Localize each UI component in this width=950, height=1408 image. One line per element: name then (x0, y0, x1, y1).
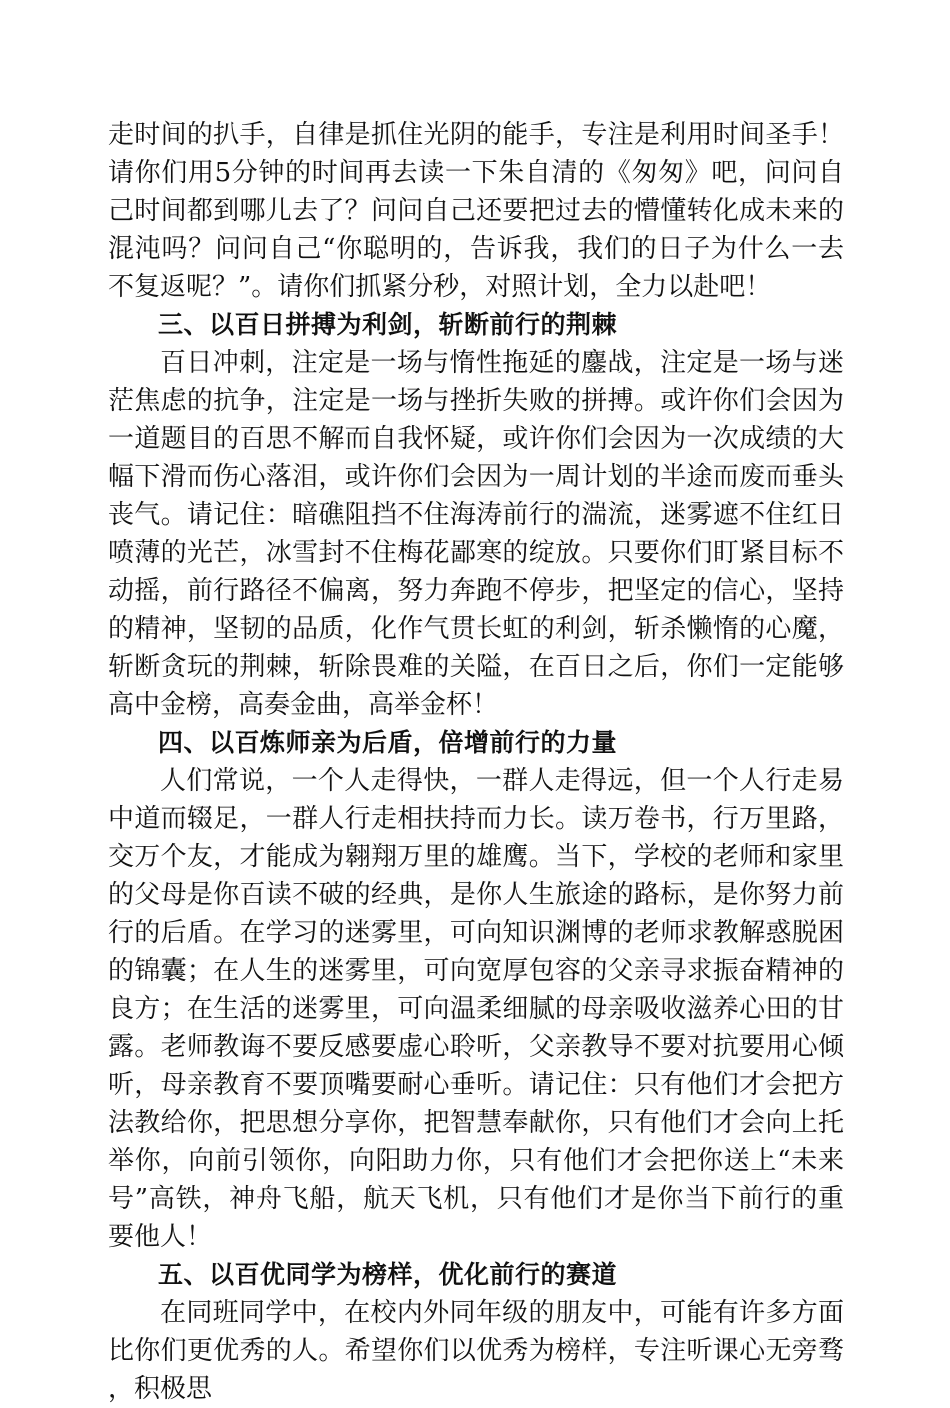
section-heading-four: 四、以百炼师亲为后盾，倍增前行的力量 (158, 728, 618, 757)
paragraph-teachers-parents: 人们常说，一个人走得快，一群人走得远，但一个人行走易中道而辍足，一群人行走相扶持而力长。读万卷书，行万里路，交万个友，才能成为翱翔万里的雄鹰。当下，学校的老师和家里的父母是你百读不破的经典，是你人生旅途的路标，是你努力前行的后盾。在学习的迷雾里，可向知识渊博的老师求教解惑脱困的锦囊；在人生的迷雾里，可向宽厚包容的父亲寻求振奋精神的良方；在生活的迷雾里，可向温柔细腻的母亲吸收滋养心田的甘露。老师教诲不要反感要虚心聆听，父亲教导不要对抗要用心倾听，母亲教育不要顶嘴要耐心垂听。请记住：只有他们才会把方法教给你，把思想分享你，把智慧奉献你，只有他们才会向上托举你，向前引领你，向阳助力你，只有他们才会把你送上“未来号”高铁，神舟飞船，航天飞机，只有他们才是你当下前行的重要他人！ (108, 766, 844, 1252)
paragraph-time-management: 走时间的扒手，自律是抓住光阴的能手，专注是利用时间圣手！请你们用5分钟的时间再去读一下朱自清的《匆匆》吧，问问自己时间都到哪儿去了？问问自己还要把过去的懵懂转化成未来的混沌吗？问问自己“你聪明的，告诉我，我们的日子为什么一去不复返呢？”。请你们抓紧分秒，对照计划，全力以赴吧！ (108, 120, 844, 302)
paragraph-hundred-day-sprint: 百日冲刺，注定是一场与惰性拖延的鏖战，注定是一场与迷茫焦虑的抗争，注定是一场与挫折失败的拼搏。或许你们会因为一道题目的百思不解而自我怀疑，或许你们会因为一次成绩的大幅下滑而伤心落泪，或许你们会因为一周计划的半途而废而垂头丧气。请记住：暗礁阻挡不住海涛前行的湍流，迷雾遮不住红日喷薄的光芒，冰雪封不住梅花鄙寒的绽放。只要你们盯紧目标不动摇，前行路径不偏离，努力奔跑不停步，把坚定的信心，坚持的精神，坚韧的品质，化作气贯长虹的利剑，斩杀懒惰的心魔，斩断贪玩的荆棘，斩除畏难的关隘，在百日之后，你们一定能够高中金榜，高奏金曲，高举金杯！ (108, 348, 844, 720)
document-page (108, 116, 844, 1408)
paragraph-classmates-role-models: 在同班同学中，在校内外同年级的朋友中，可能有许多方面比你们更优秀的人。希望你们以优秀为榜样，专注听课心无旁骛，积极思 (108, 1298, 844, 1404)
section-heading-five: 五、以百优同学为榜样，优化前行的赛道 (158, 1260, 618, 1289)
section-heading-three: 三、以百日拼搏为利剑，斩断前行的荆棘 (158, 310, 618, 339)
